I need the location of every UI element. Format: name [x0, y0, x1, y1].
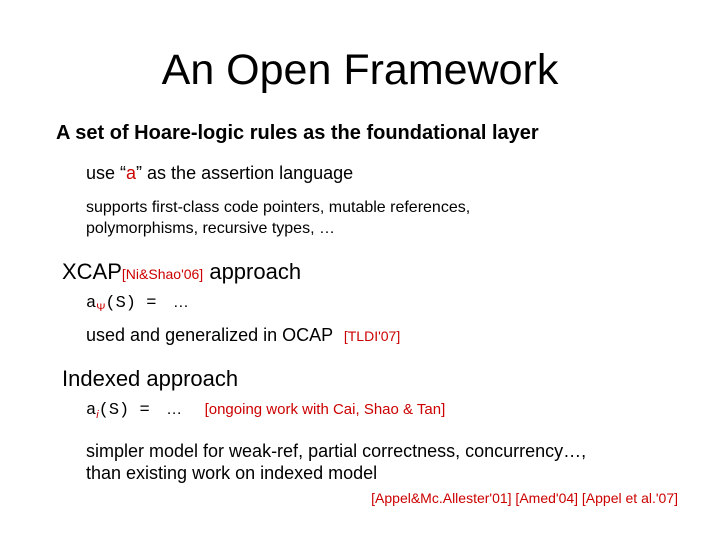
use-a-pre: use “: [86, 163, 127, 183]
indexed-heading: Indexed approach: [62, 366, 239, 391]
simpler-line-2: than existing work on indexed model: [86, 463, 378, 483]
a-psi-formula: [86, 293, 189, 318]
ocap-citation: [TLDI'07]: [343, 328, 401, 344]
a-i-subscript: i: [96, 409, 99, 421]
xcap-citation: [Ni&Shao'06]: [121, 266, 204, 282]
assertion-language-line: [86, 162, 353, 184]
supports-line-1: supports first-class code pointers, mutable references,: [86, 199, 471, 216]
supports-line-2: polymorphisms, recursive types, …: [86, 220, 335, 237]
references-line: [Appel&Mc.Allester'01] [Amed'04] [Appel et al.'07]: [371, 490, 678, 506]
ocap-line: [86, 324, 400, 347]
xcap-approach-word: approach: [209, 259, 302, 284]
a-i-formula: [86, 400, 445, 425]
ocap-text: used and generalized in OCAP: [86, 325, 333, 345]
heading-hoare-logic: A set of Hoare-logic rules as the foundational layer: [56, 122, 539, 144]
a-i-rest: (S) =: [98, 401, 150, 420]
slide-title: An Open Framework: [161, 46, 559, 94]
a-psi-a: a: [86, 294, 97, 313]
use-a-post: ” as the assertion language: [136, 163, 354, 183]
a-psi-rest: (S) =: [105, 294, 157, 313]
ongoing-work-note: [ongoing work with Cai, Shao & Tan]: [204, 401, 446, 418]
a-i-a: a: [86, 401, 97, 420]
xcap-heading: [62, 259, 301, 287]
a-i-ellipsis: …: [166, 401, 183, 418]
a-psi-ellipsis: …: [172, 294, 189, 311]
assertion-letter-a: a: [126, 163, 137, 183]
xcap-word: XCAP: [62, 259, 122, 284]
simpler-line-1: simpler model for weak-ref, partial correctness, concurrency…,: [86, 441, 587, 461]
a-psi-subscript: Ψ: [96, 302, 106, 314]
